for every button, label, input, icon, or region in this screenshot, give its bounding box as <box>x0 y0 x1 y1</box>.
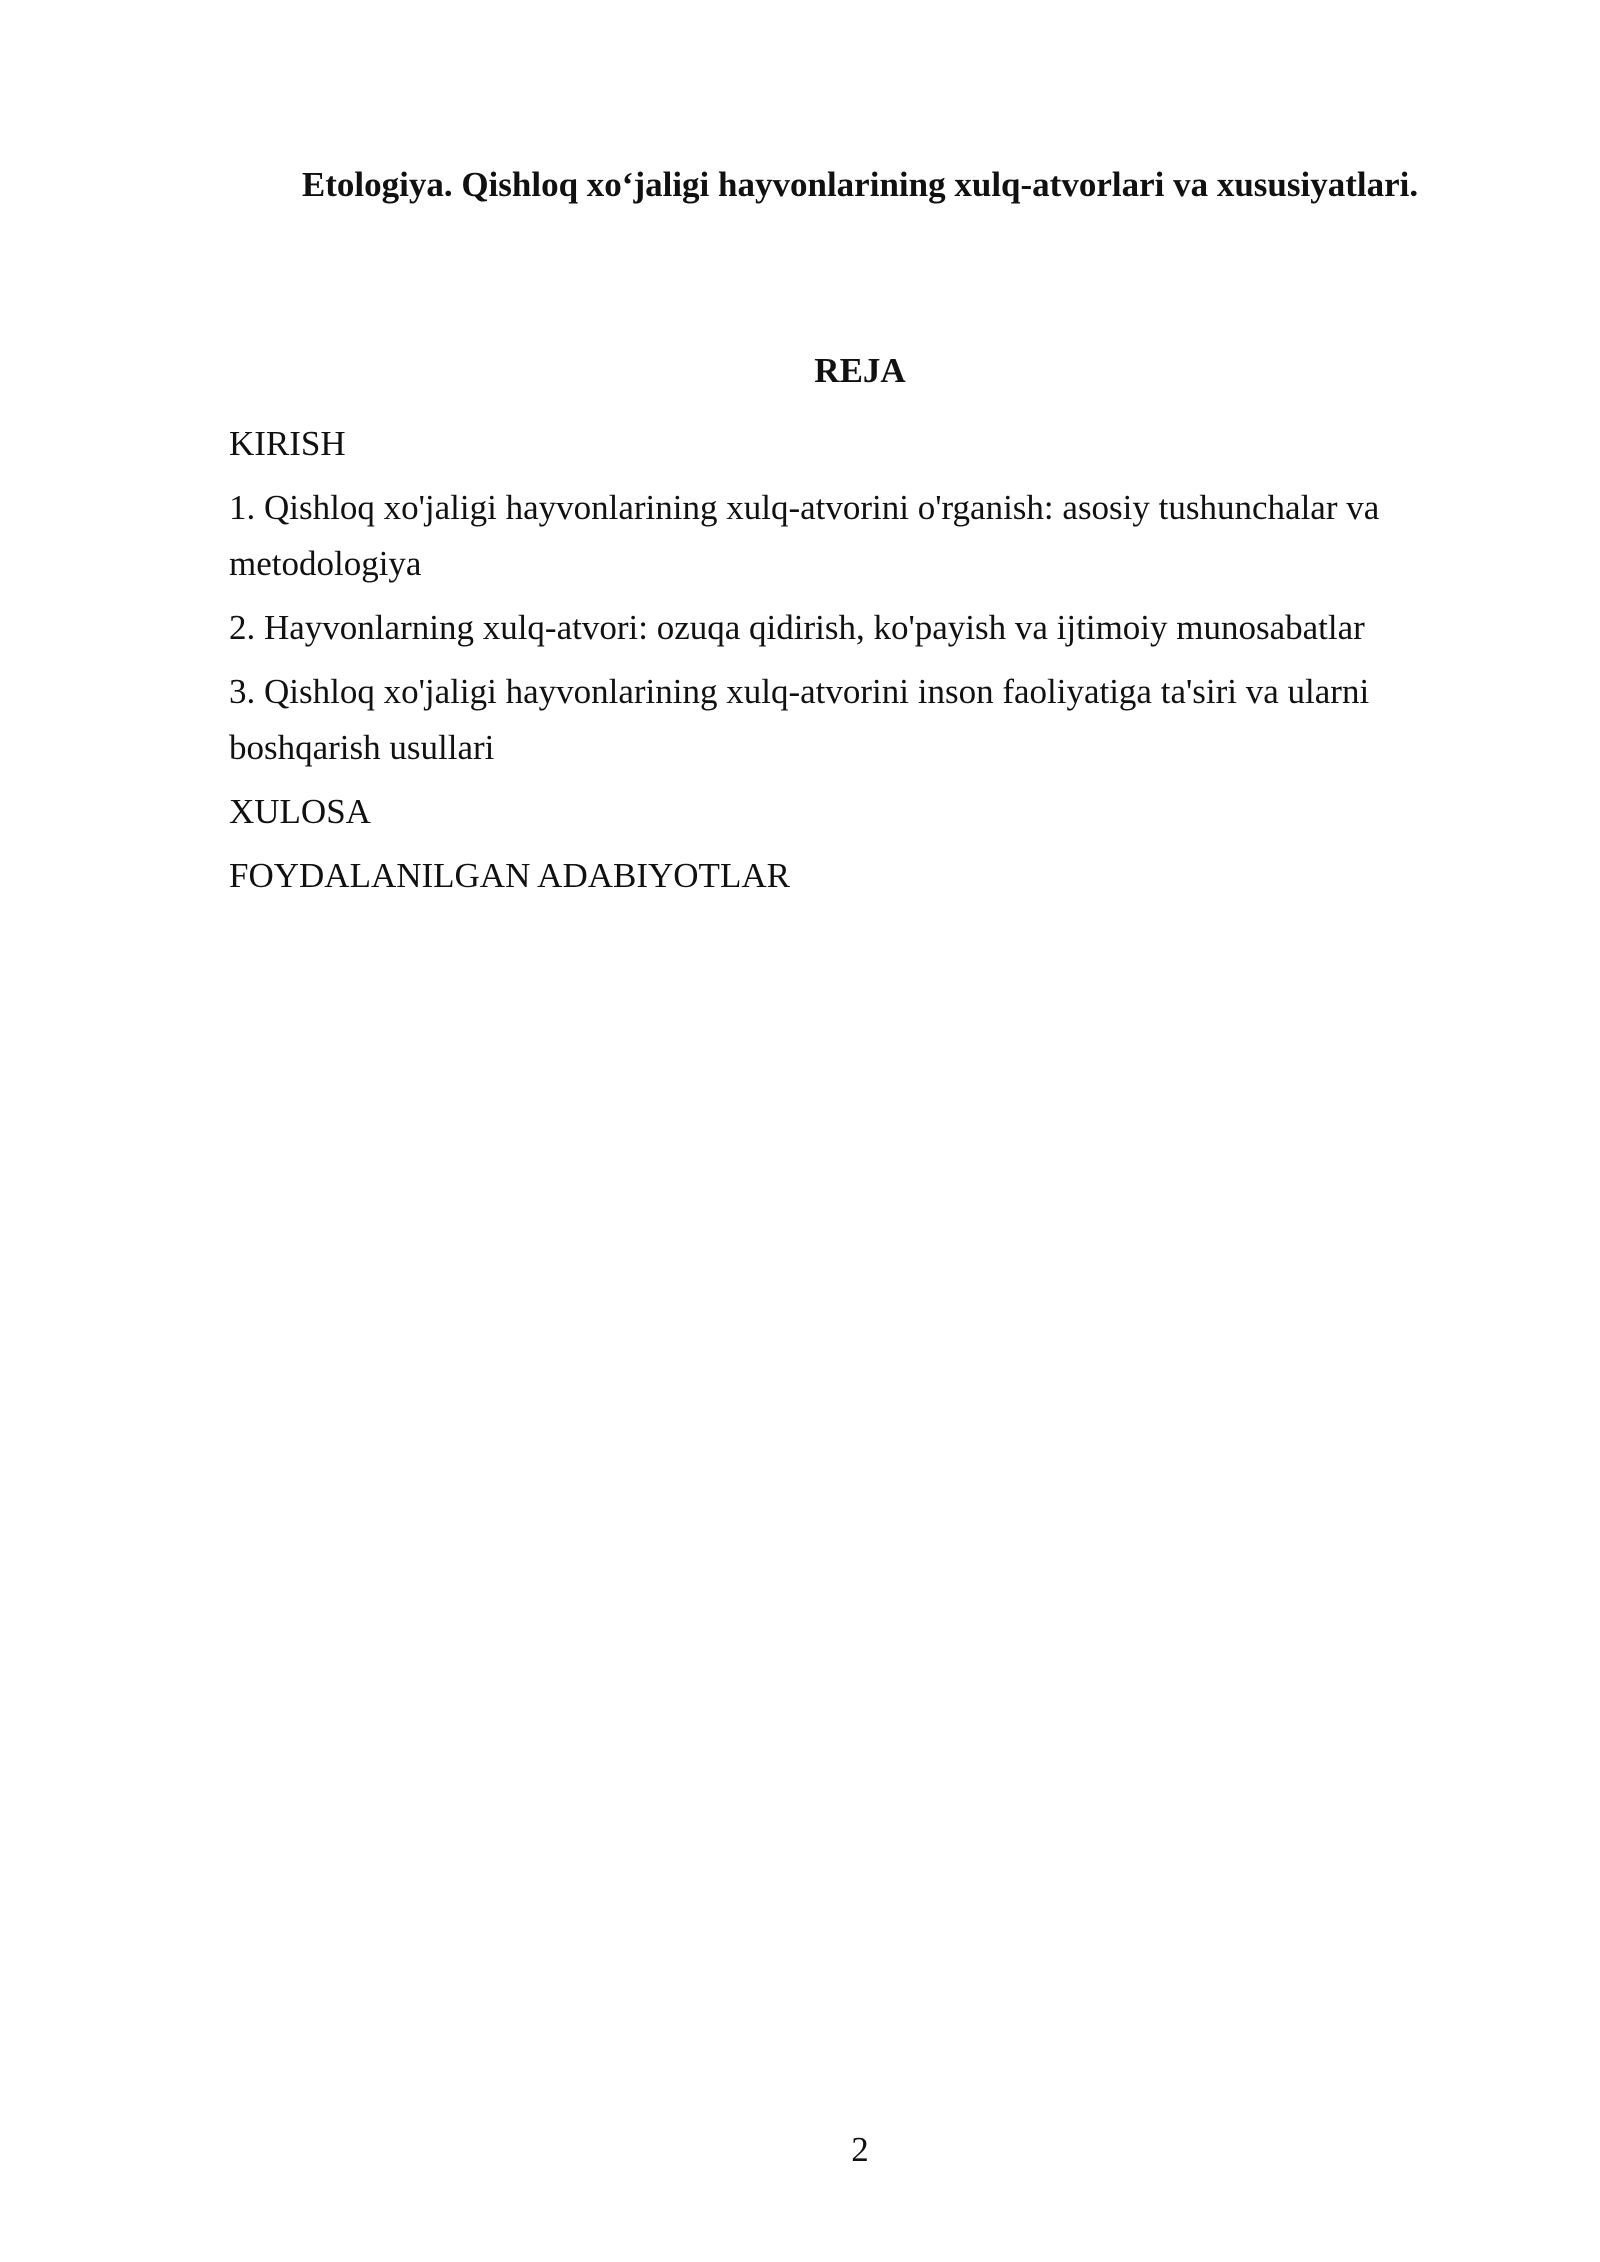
plan-heading: REJA <box>814 351 906 390</box>
plan-item-2: 2. Hayvonlarning xulq-atvori: ozuqa qidirish, ko'payish va ijtimoiy munosabatlar <box>229 608 1365 647</box>
document-title: Etologiya. Qishloq xo‘jaligi hayvonlarining xulq-atvorlari va xususiyatlari. <box>301 165 1419 204</box>
plan-item-3: 3. Qishloq xo'jaligi hayvonlarining xulq-atvorini inson faoliyatiga ta'siri va ularni boshqarish usullari <box>229 672 1370 767</box>
page-number: 2 <box>851 2130 869 2169</box>
plan-item-1: 1. Qishloq xo'jaligi hayvonlarining xulq-atvorini o'rganish: asosiy tushunchalar va metodologiya <box>229 488 1380 583</box>
plan-item-introduction: KIRISH <box>229 424 346 463</box>
plan-list <box>229 416 1479 912</box>
plan-item-conclusion: XULOSA <box>229 792 371 831</box>
plan-item-references: FOYDALANILGAN ADABIYOTLAR <box>229 856 790 895</box>
